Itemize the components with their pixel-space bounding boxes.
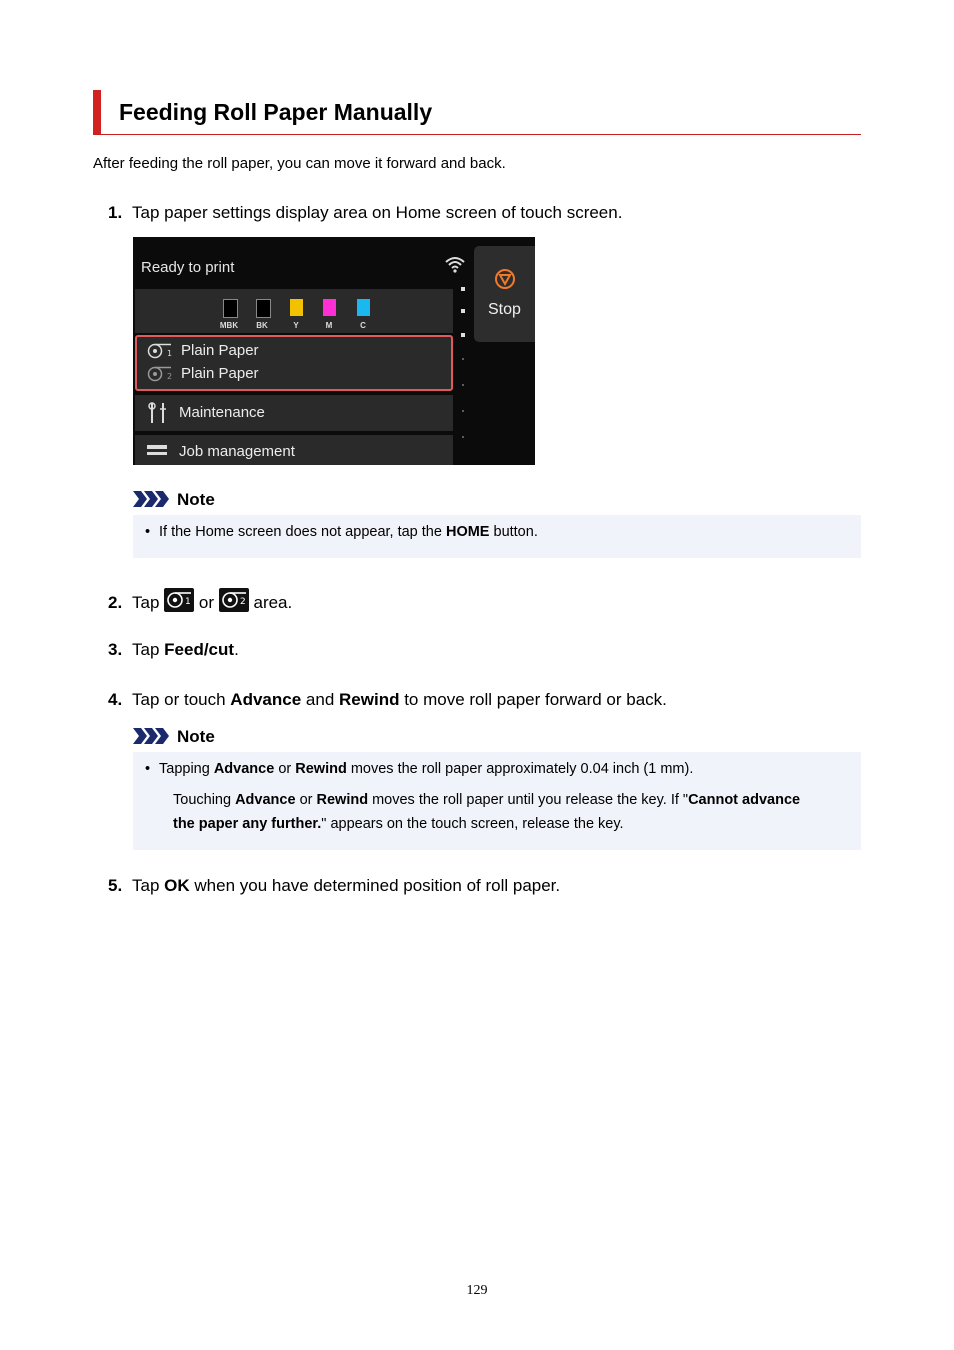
job-management-row (135, 435, 453, 465)
step-number: 2. (108, 593, 123, 612)
step-1 (108, 202, 622, 224)
stop-button (474, 246, 535, 342)
ink-y (290, 299, 303, 316)
touch-screen-image (133, 237, 535, 465)
screen-status: Ready to print (141, 259, 235, 276)
scroll-dots (461, 287, 467, 447)
note-1-box (133, 515, 861, 558)
ink-m (323, 299, 336, 316)
paper-1-label: Plain Paper (181, 342, 259, 359)
roll-1-icon (147, 343, 175, 359)
note-1-heading (133, 490, 215, 510)
note-label: Note (177, 727, 215, 746)
paper-settings-area (135, 335, 453, 391)
ink-levels (135, 289, 453, 333)
intro-text: After feeding the roll paper, you can move it forward and back. (93, 155, 506, 172)
step-3: 3. Tap Feed/cut. (108, 640, 239, 659)
maintenance-row (135, 395, 453, 431)
title-block (93, 90, 861, 135)
paper-2-label: Plain Paper (181, 365, 259, 382)
step-number: 5. (108, 876, 123, 895)
ink-label: M (325, 321, 333, 330)
step-text: Tap paper settings display area on Home screen of touch screen. (132, 203, 623, 222)
ink-bk (256, 299, 271, 318)
note-2-heading (133, 727, 215, 747)
step-number: 1. (108, 203, 123, 222)
page-number: 129 (466, 1283, 488, 1298)
svg-text:1: 1 (167, 349, 173, 358)
wifi-icon (444, 254, 466, 274)
roll-1-icon (164, 588, 194, 612)
note-arrows-icon (133, 491, 173, 507)
step-4: 4. Tap or touch Advance and Rewind to move roll paper forward or back. (108, 690, 667, 709)
svg-text:2: 2 (239, 597, 246, 607)
ink-label: BK (256, 321, 268, 330)
note-2-item: • Tapping Advance or Rewind moves the roll paper approximately 0.04 inch (1 mm). (145, 761, 694, 777)
ink-label: Y (293, 321, 299, 330)
ink-mbk (223, 299, 238, 318)
ink-label: MBK (219, 321, 239, 330)
svg-text:1: 1 (185, 597, 191, 607)
roll-2-icon (219, 588, 249, 612)
svg-text:2: 2 (167, 372, 173, 381)
step-2: 2. Tap 1 or 2 area. (108, 588, 292, 614)
note-2-continuation: Touching Advance or Rewind moves the roll paper until you release the key. If "Cannot advance the paper any further." appears on the touch screen, release the key. (173, 792, 801, 832)
ink-label: C (360, 321, 366, 330)
job-management-label: Job management (179, 443, 295, 460)
step-number: 3. (108, 640, 123, 659)
note-1-item: • If the Home screen does not appear, tap the HOME button. (145, 524, 538, 540)
job-list-icon (147, 445, 167, 461)
title-accent-bar (93, 90, 101, 134)
step-5: 5. Tap OK when you have determined position of roll paper. (108, 876, 561, 895)
stop-icon (494, 268, 516, 290)
note-label: Note (177, 490, 215, 509)
note-arrows-icon (133, 728, 173, 744)
step-number: 4. (108, 690, 123, 709)
page-title: Feeding Roll Paper Manually (119, 99, 433, 125)
maintenance-icon (147, 401, 169, 425)
stop-label: Stop (488, 301, 521, 318)
note-2-box (133, 752, 861, 850)
maintenance-label: Maintenance (179, 404, 265, 421)
roll-2-icon (147, 366, 175, 382)
ink-c (357, 299, 370, 316)
